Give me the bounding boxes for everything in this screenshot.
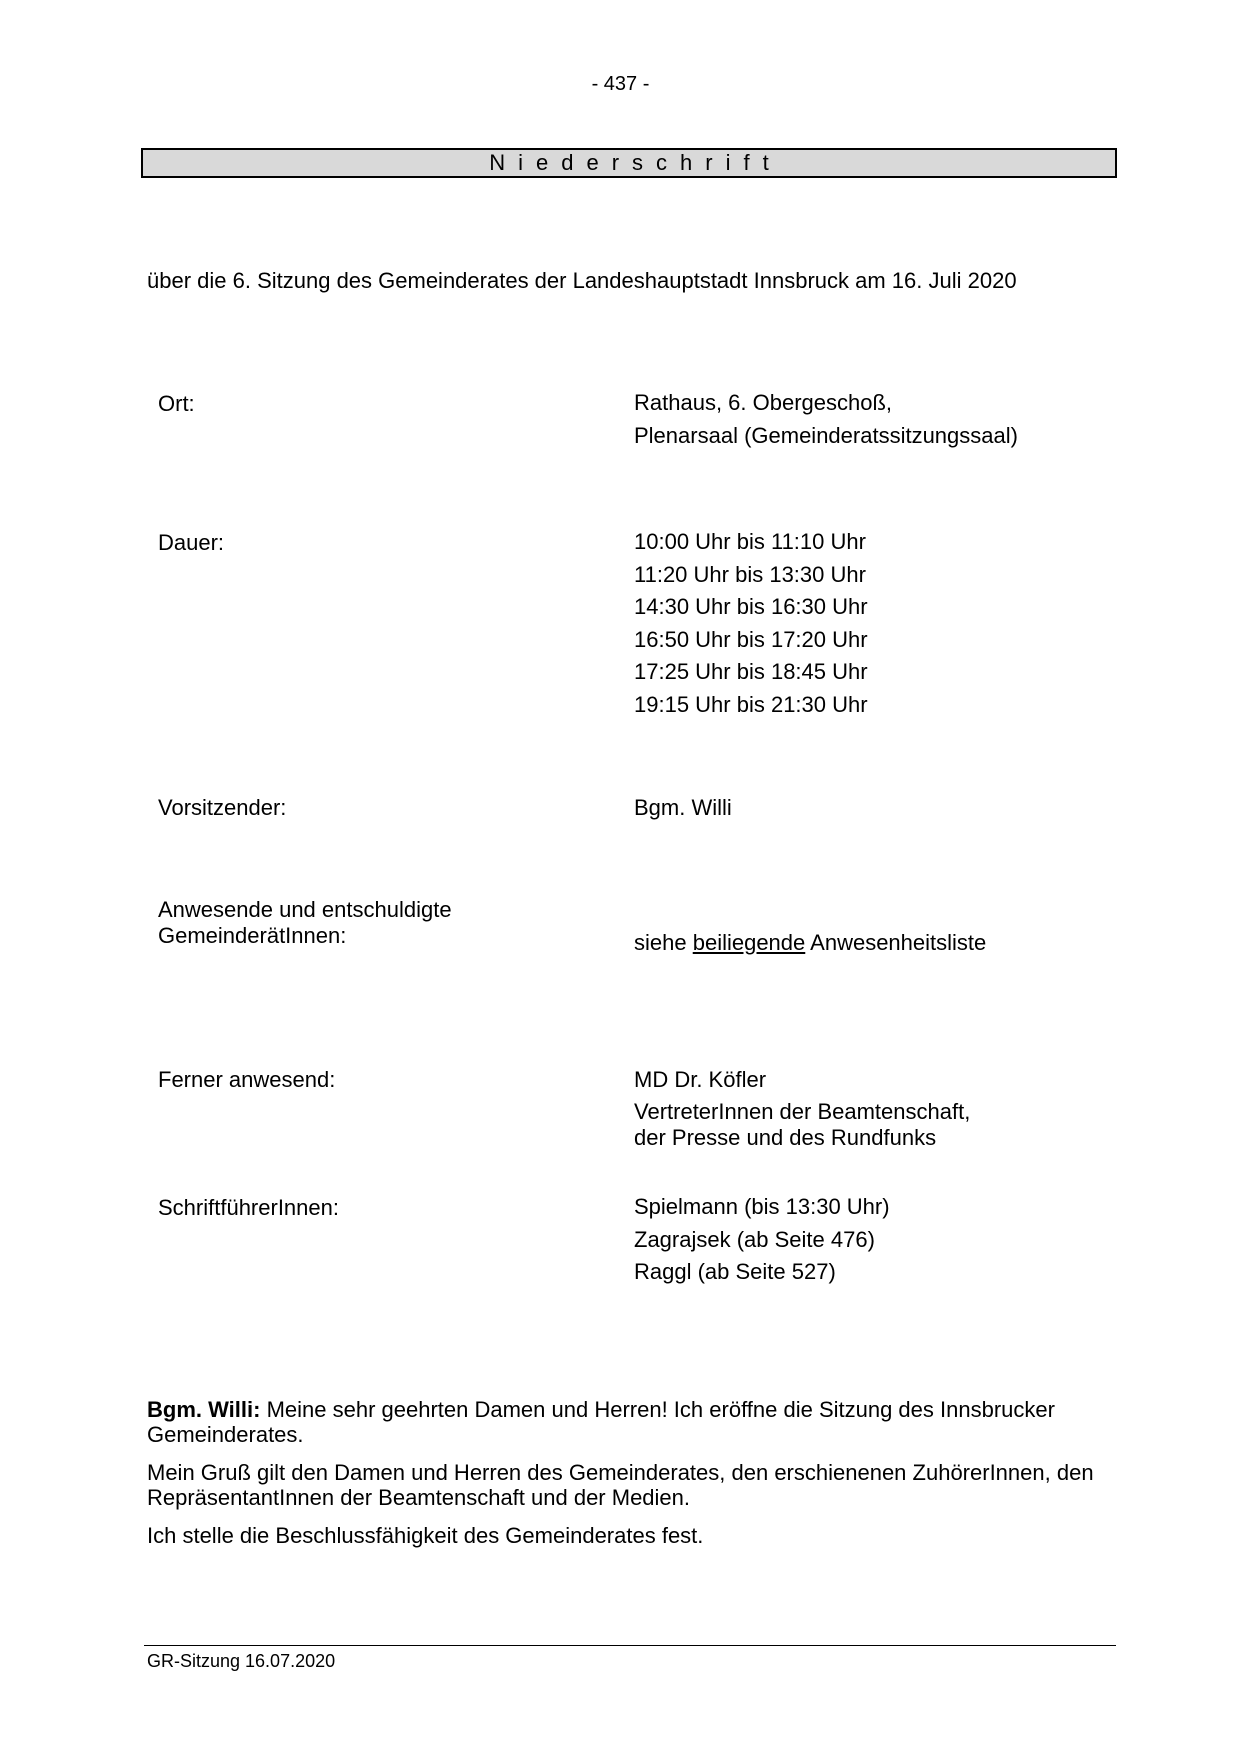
anwesend-underlined: beiliegende [692, 930, 806, 955]
speaker-name: Bgm. Willi: [147, 1397, 261, 1422]
footer: GR-Sitzung 16.07.2020 [147, 1651, 336, 1671]
speech-paragraph [147, 1397, 1107, 1447]
dauer-line: 19:15 Uhr bis 21:30 Uhr [634, 691, 868, 717]
document-title: Niederschrift [489, 150, 782, 175]
dauer-line: 16:50 Uhr bis 17:20 Uhr [634, 626, 868, 652]
schrift-line: Raggl (ab Seite 527) [634, 1259, 836, 1284]
document-title-box [141, 148, 1117, 178]
ferner-line: MD Dr. Köfler [634, 1067, 767, 1092]
schrift-line: Spielmann (bis 13:30 Uhr) [634, 1194, 890, 1219]
dauer-line: 17:25 Uhr bis 18:45 Uhr [634, 659, 868, 684]
speech-block [147, 1397, 1107, 1561]
dauer-line: 10:00 Uhr bis 11:10 Uhr [634, 529, 866, 554]
anwesend-label-line: GemeinderätInnen: [158, 923, 347, 948]
ferner-line: der Presse und des Rundfunks [634, 1125, 937, 1150]
speech-text: Meine sehr geehrten Damen und Herren! Ich eröffne die Sitzung des Innsbrucker Gemeinderates. [147, 1397, 1055, 1447]
ferner-line: VertreterInnen der Beamtenschaft, [634, 1099, 971, 1124]
speech-paragraph: Ich stelle die Beschlussfähigkeit des Gemeinderates fest. [147, 1523, 704, 1548]
vorsitz-label: Vorsitzender: [158, 795, 287, 820]
dauer-line: 11:20 Uhr bis 13:30 Uhr [634, 561, 866, 587]
schrift-value [634, 1191, 890, 1289]
vorsitz-value: Bgm. Willi [634, 795, 732, 820]
anwesend-value [634, 930, 986, 956]
anwesend-pre: siehe [634, 930, 693, 955]
intro-line: über die 6. Sitzung des Gemeinderates der Landeshauptstadt Innsbruck am 16. Juli 2020 [147, 268, 1017, 293]
ort-label: Ort: [158, 391, 195, 416]
ort-line: Rathaus, 6. Obergeschoß, [634, 390, 893, 415]
dauer-label: Dauer: [158, 530, 225, 555]
speech-paragraph: Mein Gruß gilt den Damen und Herren des Gemeinderates, den erschienenen ZuhörerInnen, den RepräsentantInnen der Beamtenschaft und der Medien. [147, 1460, 1094, 1510]
anwesend-post: Anwesenheitsliste [805, 930, 987, 955]
footer-rule [144, 1645, 1116, 1646]
ferner-label: Ferner anwesend: [158, 1067, 336, 1092]
dauer-value [634, 526, 868, 721]
page-number: - 437 - [591, 73, 650, 95]
ort-value [634, 387, 1018, 452]
schrift-label: SchriftführerInnen: [158, 1195, 339, 1220]
ferner-value [634, 1099, 970, 1151]
anwesend-label [158, 897, 452, 949]
ort-line: Plenarsaal (Gemeinderatssitzungssaal) [634, 422, 1018, 448]
schrift-line: Zagrajsek (ab Seite 476) [634, 1226, 875, 1252]
anwesend-label-line: Anwesende und entschuldigte [158, 897, 452, 922]
dauer-line: 14:30 Uhr bis 16:30 Uhr [634, 594, 868, 619]
